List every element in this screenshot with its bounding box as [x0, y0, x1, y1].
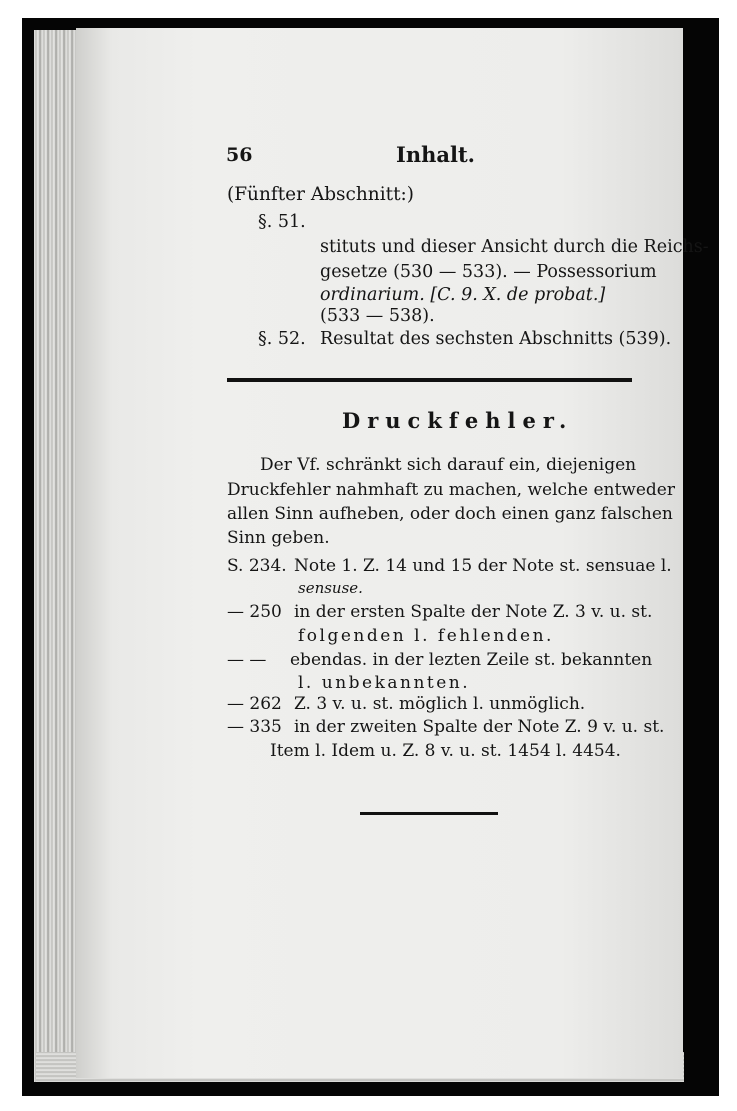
toc-line: stituts und dieser Ansicht durch die Reichs-: [320, 237, 709, 257]
errata-intro-line: allen Sinn aufheben, oder doch einen ganz falschen: [227, 504, 673, 524]
errata-entry-text: Note 1. Z. 14 und 15 der Note st. sensuae l.: [294, 556, 672, 576]
section-label: (Fünfter Abschnitt:): [227, 184, 414, 205]
errata-entry-prefix: — 250: [227, 602, 282, 622]
errata-entry-cont: Item l. Idem u. Z. 8 v. u. st. 1454 l. 4454.: [270, 741, 621, 761]
errata-entry-cont: folgenden l. fehlenden.: [298, 626, 554, 646]
errata-entry-cont: sensuse.: [298, 579, 363, 597]
errata-entry-text: in der zweiten Spalte der Note Z. 9 v. u. st.: [294, 717, 665, 737]
errata-entry-text: ebendas. in der lezten Zeile st. bekannten: [290, 650, 653, 670]
errata-entry-prefix: — —: [227, 650, 267, 670]
running-head: Inhalt.: [396, 142, 475, 167]
errata-intro-line: Sinn geben.: [227, 528, 330, 548]
toc-para-51: §. 51.: [258, 212, 306, 232]
section-divider: [227, 378, 632, 382]
toc-line: (533 — 538).: [320, 306, 435, 326]
toc-para-52: §. 52.: [258, 329, 306, 349]
errata-entry-text: in der ersten Spalte der Note Z. 3 v. u. st.: [294, 602, 653, 622]
toc-line: gesetze (530 — 533). — Possessorium: [320, 262, 657, 282]
page-number: 56: [226, 144, 253, 166]
errata-entry-text: Z. 3 v. u. st. möglich l. unmöglich.: [294, 694, 586, 714]
toc-line: ordinarium. [C. 9. X. de probat.]: [320, 285, 606, 305]
end-rule: [360, 812, 498, 815]
errata-entry-cont: l. unbekannten.: [298, 673, 471, 693]
errata-entry-prefix: — 262: [227, 694, 282, 714]
errata-title: Druckfehler.: [342, 408, 574, 433]
errata-intro-line: Der Vf. schränkt sich darauf ein, diejenigen: [260, 455, 637, 475]
errata-entry-prefix: — 335: [227, 717, 282, 737]
errata-intro-line: Druckfehler nahmhaft zu machen, welche entweder: [227, 480, 675, 500]
toc-line: Resultat des sechsten Abschnitts (539).: [320, 329, 672, 349]
errata-entry-prefix: S. 234.: [227, 556, 287, 576]
